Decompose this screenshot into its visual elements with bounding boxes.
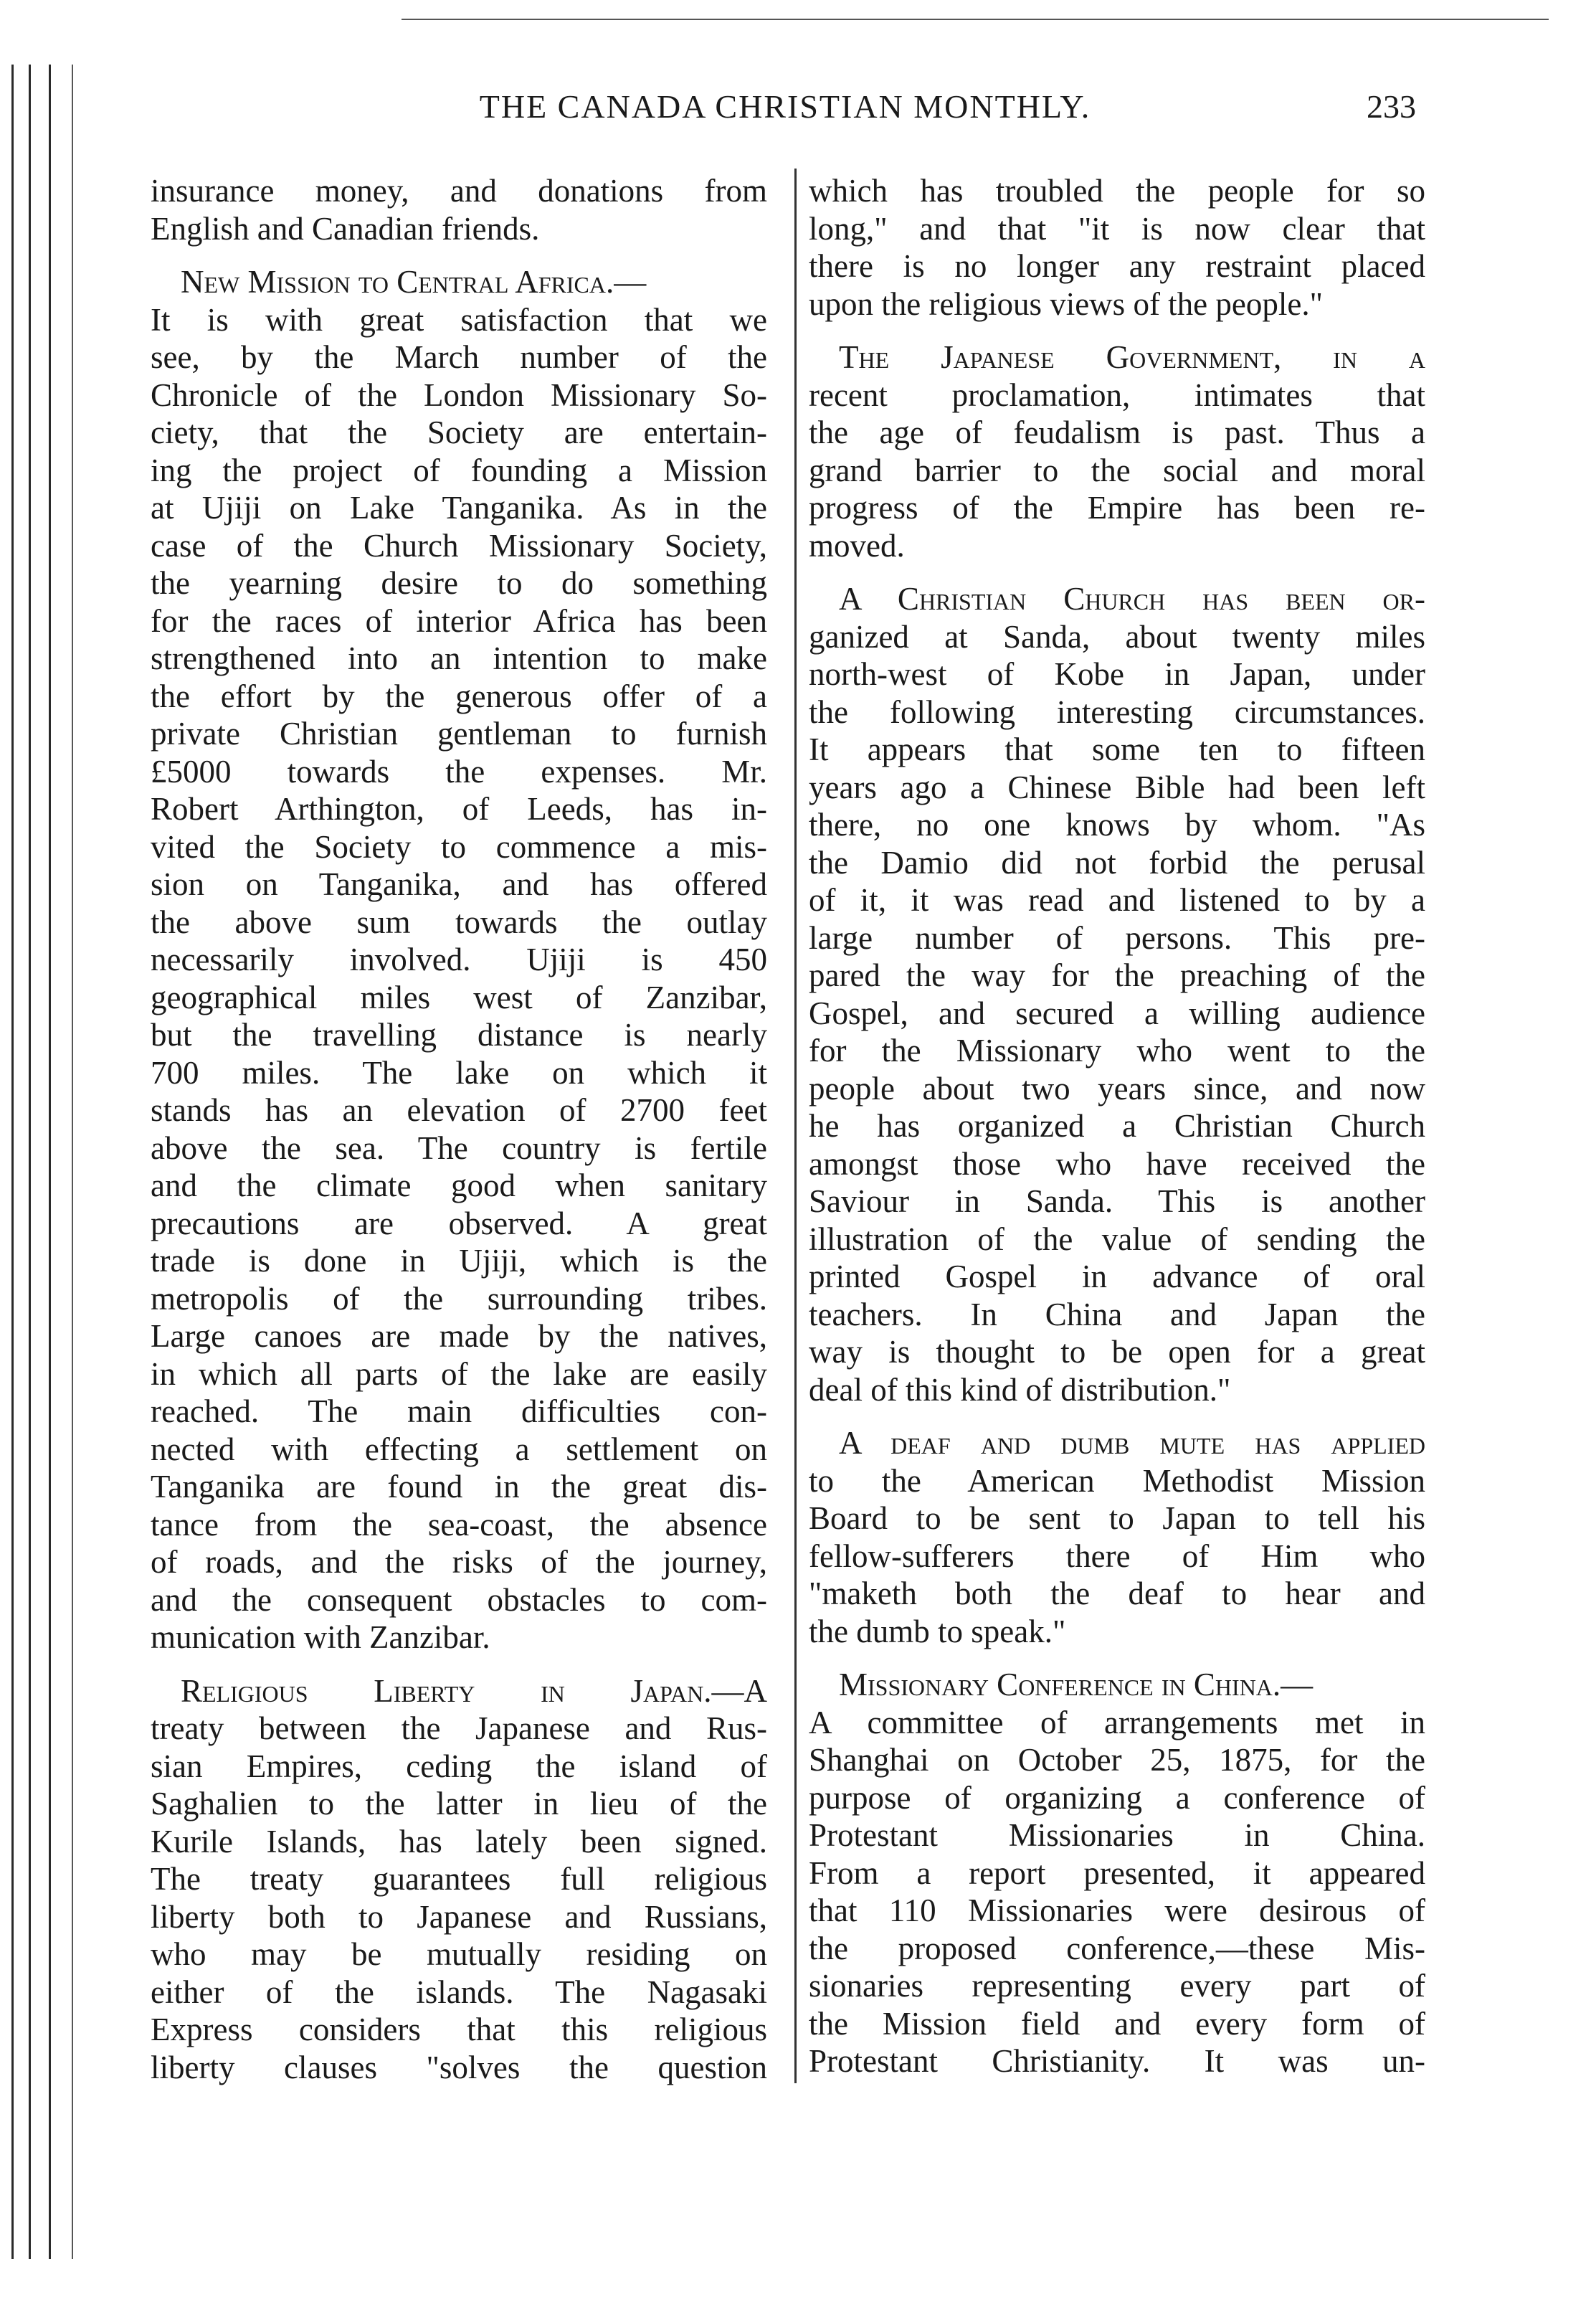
right-column-text-line: Shanghai on October 25, 1875, for the bbox=[809, 1742, 1425, 1778]
right-column-text-line: printed Gospel in advance of oral bbox=[809, 1259, 1425, 1294]
right-column-text-line: purpose of organizing a conference of bbox=[809, 1779, 1425, 1816]
left-column-text-line: private Christian gentleman to furnish bbox=[151, 716, 767, 752]
right-column-text-line: there, no one knows by whom. "As bbox=[809, 807, 1425, 843]
left-column-text-line: Saghalien to the latter in lieu of the bbox=[151, 1786, 767, 1821]
right-column-text-line: Protestant Christianity. It was un- bbox=[809, 2043, 1425, 2079]
right-column-text-line: to the American Methodist Mission bbox=[809, 1462, 1425, 1499]
paragraph-break bbox=[809, 323, 1425, 338]
right-column-text-line: fellow-sufferers there of Him who bbox=[809, 1538, 1425, 1574]
left-column-text-line: The treaty guarantees full religious bbox=[151, 1861, 767, 1897]
right-column-text-line: the age of feudalism is past. Thus a bbox=[809, 414, 1425, 450]
left-column-text-line: above the sea. The country is fertile bbox=[151, 1129, 767, 1166]
left-column-text-line: English and Canadian friends. bbox=[151, 210, 540, 247]
left-column-text-line: who may be mutually residing on bbox=[151, 1936, 767, 1972]
right-column-text-line: that 110 Missionaries were desirous of bbox=[809, 1892, 1425, 1928]
left-column-text-line: treaty between the Japanese and Rus- bbox=[151, 1710, 767, 1746]
right-column-text-line: large number of persons. This pre- bbox=[809, 919, 1425, 956]
right-column-text-line: way is thought to be open for a great bbox=[809, 1334, 1425, 1370]
right-column-text-line: "maketh both the deaf to hear and bbox=[809, 1576, 1425, 1611]
left-column-text-line: either of the islands. The Nagasaki bbox=[151, 1974, 767, 2010]
paragraph-break bbox=[809, 1408, 1425, 1424]
right-column-text-line: A deaf and dumb mute has applied bbox=[839, 1425, 1425, 1461]
left-column-text-line: case of the Church Missionary Society, bbox=[151, 527, 767, 564]
right-column-text-line: A Christian Church has been or- bbox=[839, 581, 1425, 617]
left-column-text-line: nected with effecting a settlement on bbox=[151, 1431, 767, 1467]
left-column-text-line: liberty both to Japanese and Russians, bbox=[151, 1898, 767, 1935]
right-column-text-line: Board to be sent to Japan to tell his bbox=[809, 1500, 1425, 1536]
left-column-text-line: but the travelling distance is nearly bbox=[151, 1017, 767, 1053]
left-column-text-line: Express considers that this religious bbox=[151, 2012, 767, 2047]
right-column-text-line: teachers. In China and Japan the bbox=[809, 1296, 1425, 1332]
left-column-text-line: sion on Tanganika, and has offered bbox=[151, 866, 767, 902]
right-column-text-line: the Damio did not forbid the perusal bbox=[809, 844, 1425, 881]
right-column-text-line: The Japanese Government, in a bbox=[839, 339, 1425, 375]
left-column-text-line: see, by the March number of the bbox=[151, 339, 767, 375]
left-column-text-line: and the consequent obstacles to com- bbox=[151, 1581, 767, 1618]
left-column-text-line: It is with great satisfaction that we bbox=[151, 301, 767, 338]
right-column-text-line: he has organized a Christian Church bbox=[809, 1108, 1425, 1144]
paragraph-break bbox=[809, 564, 1425, 580]
left-column-text-line: £5000 towards the expenses. Mr. bbox=[151, 753, 767, 790]
right-column-text-line: north-west of Kobe in Japan, under bbox=[809, 656, 1425, 692]
right-column-text-line: the Mission field and every form of bbox=[809, 2005, 1425, 2042]
right-column-text-line: Missionary Conference in China.— bbox=[839, 1667, 1314, 1702]
running-head: THE CANADA CHRISTIAN MONTHLY. bbox=[479, 88, 1091, 125]
right-column-text-line: amongst those who have received the bbox=[809, 1145, 1425, 1182]
right-column-text-line: sionaries representing every part of bbox=[809, 1968, 1425, 2004]
left-column-text-line: Chronicle of the London Missionary So- bbox=[151, 376, 767, 413]
right-column-text-line: Protestant Missionaries in China. bbox=[809, 1817, 1425, 1853]
left-column-text-line: metropolis of the surrounding tribes. bbox=[151, 1280, 767, 1317]
right-column-text-line: A committee of arrangements met in bbox=[809, 1704, 1425, 1740]
binding-edge-line bbox=[49, 65, 51, 2259]
left-column-text-line: 700 miles. The lake on which it bbox=[151, 1054, 767, 1091]
right-column bbox=[809, 172, 1425, 2080]
page-header bbox=[154, 87, 1416, 138]
left-column bbox=[151, 172, 767, 2086]
right-column-text-line: which has troubled the people for so bbox=[809, 173, 1425, 209]
left-column-text-line: ing the project of founding a Mission bbox=[151, 452, 767, 488]
paragraph-break bbox=[151, 1657, 767, 1672]
left-column-text-line: of roads, and the risks of the journey, bbox=[151, 1544, 767, 1580]
left-column-text-line: in which all parts of the lake are easily bbox=[151, 1355, 767, 1392]
left-column-text-line: strengthened into an intention to make bbox=[151, 640, 767, 676]
left-column-text-line: insurance money, and donations from bbox=[151, 173, 767, 209]
binding-edge-line bbox=[72, 65, 73, 2259]
right-column-text-line: the proposed conference,—these Mis- bbox=[809, 1930, 1425, 1966]
left-column-text-line: the effort by the generous offer of a bbox=[151, 678, 767, 714]
left-column-text-line: trade is done in Ujiji, which is the bbox=[151, 1243, 767, 1279]
right-column-text-line: pared the way for the preaching of the bbox=[809, 957, 1425, 993]
right-column-text-line: illustration of the value of sending the bbox=[809, 1221, 1425, 1257]
left-column-text-line: at Ujiji on Lake Tanganika. As in the bbox=[151, 490, 767, 526]
right-column-text-line: grand barrier to the social and moral bbox=[809, 452, 1425, 488]
right-column-text-line: It appears that some ten to fifteen bbox=[809, 731, 1425, 767]
left-column-text-line: ciety, that the Society are entertain- bbox=[151, 414, 767, 450]
right-column-text-line: Saviour in Sanda. This is another bbox=[809, 1183, 1425, 1219]
left-column-text-line: and the climate good when sanitary bbox=[151, 1167, 767, 1203]
left-column-text-line: the above sum towards the outlay bbox=[151, 904, 767, 940]
right-column-text-line: ganized at Sanda, about twenty miles bbox=[809, 618, 1425, 655]
column-divider bbox=[794, 169, 797, 2083]
right-column-text-line: the dumb to speak." bbox=[809, 1613, 1066, 1649]
right-column-text-line: progress of the Empire has been re- bbox=[809, 490, 1425, 526]
right-column-text-line: From a report presented, it appeared bbox=[809, 1854, 1425, 1891]
binding-edge-line bbox=[29, 65, 31, 2259]
left-column-text-line: tance from the sea-coast, the absence bbox=[151, 1506, 767, 1543]
right-column-text-line: deal of this kind of distribution." bbox=[809, 1371, 1231, 1408]
left-column-text-line: reached. The main difficulties con- bbox=[151, 1393, 767, 1429]
left-column-text-line: Kurile Islands, has lately been signed. bbox=[151, 1823, 767, 1859]
left-column-text-line: the yearning desire to do something bbox=[151, 565, 767, 601]
left-column-text-line: Tanganika are found in the great dis- bbox=[151, 1469, 767, 1505]
left-column-text-line: Religious Liberty in Japan.—A bbox=[181, 1672, 767, 1709]
left-column-text-line: liberty clauses "solves the question bbox=[151, 2049, 767, 2085]
right-column-text-line: moved. bbox=[809, 527, 905, 564]
left-column-text-line: necessarily involved. Ujiji is 450 bbox=[151, 942, 767, 977]
left-column-text-line: precautions are observed. A great bbox=[151, 1205, 767, 1241]
right-column-text-line: of it, it was read and listened to by a bbox=[809, 882, 1425, 918]
page-number: 233 bbox=[1367, 88, 1416, 125]
right-column-text-line: people about two years since, and now bbox=[809, 1070, 1425, 1107]
right-column-text-line: the following interesting circumstances. bbox=[809, 693, 1425, 730]
left-column-text-line: Robert Arthington, of Leeds, has in- bbox=[151, 791, 767, 827]
left-column-text-line: for the races of interior Africa has been bbox=[151, 602, 767, 639]
top-rule bbox=[402, 19, 1549, 20]
left-column-text-line: vited the Society to commence a mis- bbox=[151, 828, 767, 865]
left-column-text-line: geographical miles west of Zanzibar, bbox=[151, 979, 767, 1015]
left-column-text-line: Large canoes are made by the natives, bbox=[151, 1318, 767, 1354]
paragraph-break bbox=[151, 247, 767, 263]
right-column-text-line: for the Missionary who went to the bbox=[809, 1033, 1425, 1069]
right-column-text-line: Gospel, and secured a willing audience bbox=[809, 995, 1425, 1031]
right-column-text-line: there is no longer any restraint placed bbox=[809, 248, 1425, 284]
left-column-text-line: stands has an elevation of 2700 feet bbox=[151, 1092, 767, 1128]
right-column-text-line: recent proclamation, intimates that bbox=[809, 376, 1425, 413]
right-column-text-line: long," and that "it is now clear that bbox=[809, 210, 1425, 247]
right-column-text-line: upon the religious views of the people." bbox=[809, 285, 1323, 322]
right-column-text-line: years ago a Chinese Bible had been left bbox=[809, 769, 1425, 805]
paragraph-break bbox=[809, 1650, 1425, 1666]
left-column-text-line: New Mission to Central Africa.— bbox=[181, 264, 647, 300]
left-column-text-line: sian Empires, ceding the island of bbox=[151, 1748, 767, 1784]
left-column-text-line: munication with Zanzibar. bbox=[151, 1619, 490, 1655]
binding-edge-line bbox=[11, 65, 14, 2259]
